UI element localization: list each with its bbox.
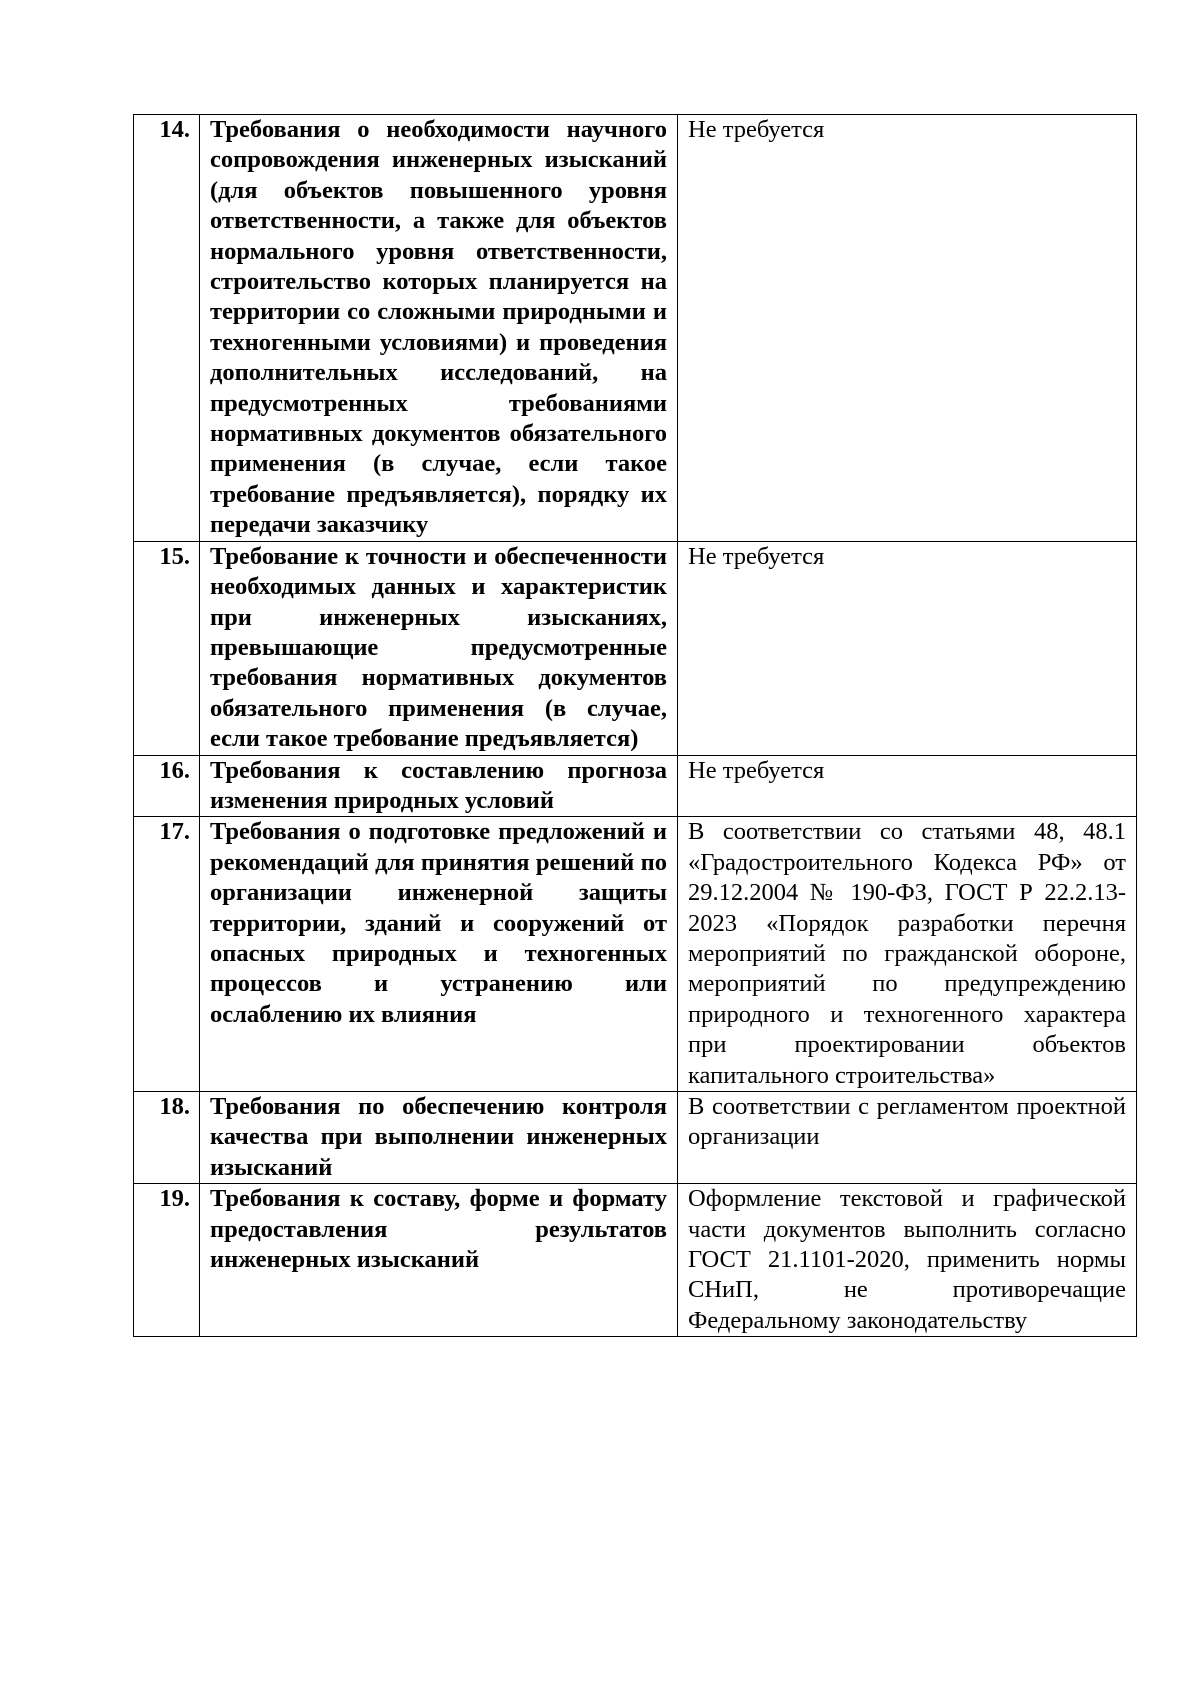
requirement-text: Требования о необходимости научного сопровождения инженерных изысканий (для объектов повышенного уровня ответственности, а также для объектов нормального уровня ответственности, строительство которых планируется на территории со сложными природными и техногенными условиями) и проведения дополнительных исследований, на предусмотренных требованиями нормативных документов обязательного применения (в случае, если такое требование предъявляется), порядку их передачи заказчику [200,115,678,542]
row-number: 17. [134,817,200,1092]
table-row [134,1092,1137,1184]
requirements-table [133,114,1137,1337]
table-row [134,817,1137,1092]
table-row [134,755,1137,817]
row-number: 14. [134,115,200,542]
requirement-text: Требования к составлению прогноза изменения природных условий [200,755,678,817]
requirement-text: Требования к составу, форме и формату предоставления результатов инженерных изысканий [200,1184,678,1337]
requirement-value: Не требуется [678,755,1137,817]
row-number: 18. [134,1092,200,1184]
requirement-text: Требование к точности и обеспеченности необходимых данных и характеристик при инженерных изысканиях, превышающие предусмотренные требования нормативных документов обязательного применения (в случае, если такое требование предъявляется) [200,541,678,755]
requirement-text: Требования по обеспечению контроля качества при выполнении инженерных изысканий [200,1092,678,1184]
requirement-value: Не требуется [678,115,1137,542]
requirement-value: Оформление текстовой и графической части документов выполнить согласно ГОСТ 21.1101-2020, применить нормы СНиП, не противоречащие Федеральному законодательству [678,1184,1137,1337]
requirement-value: В соответствии со статьями 48, 48.1 «Градостроительного Кодекса РФ» от 29.12.2004 № 190-ФЗ, ГОСТ Р 22.2.13-2023 «Порядок разработки перечня мероприятий по гражданской обороне, мероприятий по предупреждению природного и техногенного характера при проектировании объектов капитального строительства» [678,817,1137,1092]
requirement-value: Не требуется [678,541,1137,755]
table-row [134,1184,1137,1337]
table-row [134,541,1137,755]
row-number: 15. [134,541,200,755]
requirement-text: Требования о подготовке предложений и рекомендаций для принятия решений по организации инженерной защиты территории, зданий и сооружений от опасных природных и техногенных процессов и устранению или ослаблению их влияния [200,817,678,1092]
table-row [134,115,1137,542]
requirement-value: В соответствии с регламентом проектной организации [678,1092,1137,1184]
row-number: 16. [134,755,200,817]
row-number: 19. [134,1184,200,1337]
